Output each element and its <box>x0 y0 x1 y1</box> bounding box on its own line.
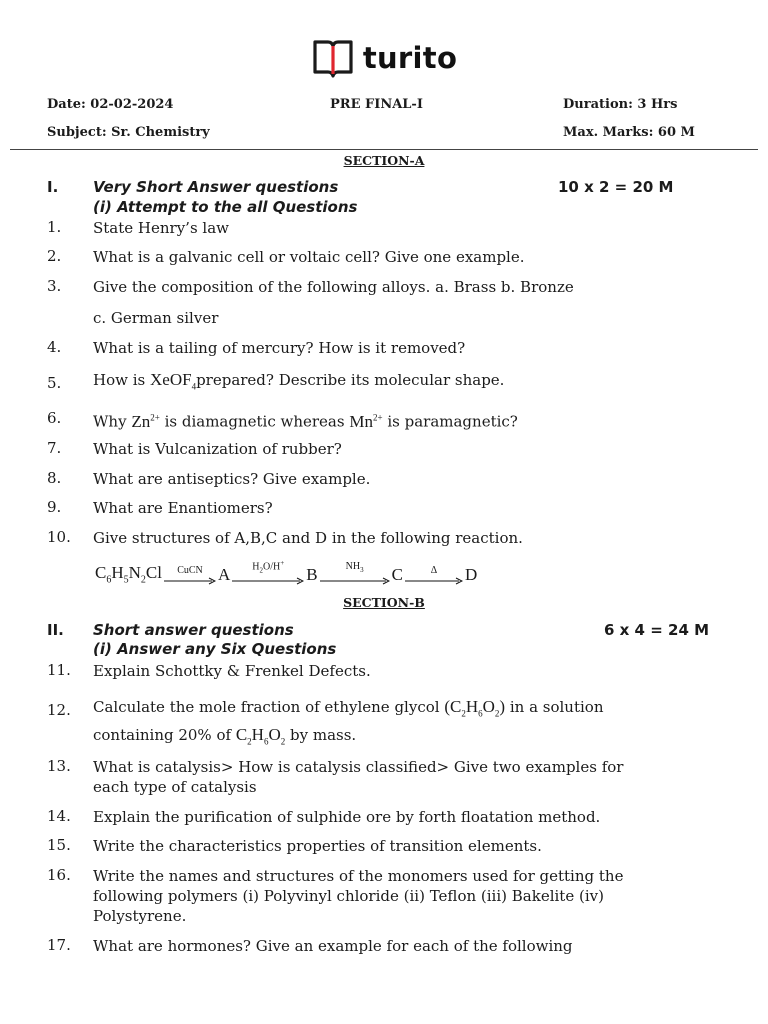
exam-subject: Subject: Sr. Chemistry <box>47 125 210 140</box>
reagent-label: CuCN <box>177 565 203 577</box>
zn2-ion-formula: $Zn^{2+}$ <box>131 411 160 431</box>
question-number: 8. <box>47 469 62 487</box>
section-b-roman: II. <box>47 621 64 639</box>
reactant-formula: $C_6H_5N_2Cl$ <box>95 562 162 586</box>
question-text: What is catalysis> How is catalysis classified> Give two examples for <box>93 758 624 776</box>
section-b-title: SECTION-B <box>343 595 425 610</box>
question-text-continued: each type of catalysis <box>93 778 257 796</box>
reaction-scheme <box>95 558 477 585</box>
question-number: 5. <box>47 374 62 392</box>
question-number: 11. <box>47 661 71 679</box>
arrow-right-icon <box>164 577 216 585</box>
reagent-label: $NH_3$ <box>345 561 364 575</box>
question-text: State Henry’s law <box>93 219 229 237</box>
question-text-continued: c. German silver <box>93 309 219 327</box>
section-a-heading: Very Short Answer questions <box>93 178 339 196</box>
question-number: 17. <box>47 936 71 954</box>
question-text: Explain Schottky & Frenkel Defects. <box>93 662 371 680</box>
reaction-arrow <box>232 558 304 585</box>
logo <box>0 38 768 82</box>
question-number: 15. <box>47 836 71 854</box>
question-text: What are Enantiomers? <box>93 499 273 517</box>
exam-duration: Duration: 3 Hrs <box>563 97 678 112</box>
question-text: What is a tailing of mercury? How is it removed? <box>93 339 466 357</box>
question-text: What is Vulcanization of rubber? <box>93 440 342 458</box>
question-number: 3. <box>47 277 62 295</box>
question-text: How is XeOF$_4$prepared? Describe its molecular shape. <box>93 370 505 392</box>
header-divider <box>10 149 758 150</box>
question-number: 7. <box>47 439 62 457</box>
section-b-heading: Short answer questions <box>93 621 294 639</box>
product-label: A <box>217 565 231 585</box>
question-text-continued: Polystyrene. <box>93 907 187 925</box>
open-book-icon <box>311 38 355 78</box>
section-a-roman: I. <box>47 178 59 196</box>
question-number: 6. <box>47 409 62 427</box>
reaction-arrow <box>320 561 390 585</box>
section-a-instruction: (i) Attempt to the all Questions <box>93 198 358 216</box>
reagent-label: $H_2O/H^+$ <box>252 559 285 575</box>
arrow-right-icon <box>405 577 463 585</box>
question-number: 2. <box>47 247 62 265</box>
question-text: What are hormones? Give an example for each of the following <box>93 937 573 955</box>
ethylene-glycol-formula: $C_2H_6O_2$ <box>235 725 286 747</box>
section-b-instruction: (i) Answer any Six Questions <box>93 640 337 658</box>
ethylene-glycol-formula: $(C_2H_6O_2)$ <box>444 697 506 719</box>
question-number: 10. <box>47 528 71 546</box>
question-text: Give the composition of the following alloys. a. Brass b. Bronze <box>93 278 574 296</box>
reaction-arrow <box>164 565 216 585</box>
question-number: 13. <box>47 757 71 775</box>
exam-name: PRE FINAL-I <box>330 97 423 112</box>
question-number: 16. <box>47 866 71 884</box>
product-label: D <box>464 565 478 585</box>
arrow-right-icon <box>320 577 390 585</box>
question-text: Give structures of A,B,C and D in the following reaction. <box>93 529 523 547</box>
exam-date: Date: 02-02-2024 <box>47 97 174 112</box>
section-a-title: SECTION-A <box>343 153 425 168</box>
question-text: Calculate the mole fraction of ethylene glycol $(C_2H_6O_2)$ in a solution <box>93 697 604 719</box>
product-label: C <box>391 565 403 585</box>
question-text-continued: containing 20% of $C_2H_6O_2$ by mass. <box>93 725 357 747</box>
arrow-right-icon <box>232 577 304 585</box>
question-text-continued: following polymers (i) Polyvinyl chloride (ii) Teflon (iii) Bakelite (iv) <box>93 887 604 905</box>
question-text: Why $Zn^{2+}$ is diamagnetic whereas $Mn^{2+}$ is paramagnetic? <box>93 411 518 431</box>
question-number: 4. <box>47 338 62 356</box>
question-number: 14. <box>47 807 71 825</box>
logo-text: turito <box>362 41 458 75</box>
question-text: What is a galvanic cell or voltaic cell? Give one example. <box>93 248 525 266</box>
section-b-marks: 6 x 4 = 24 M <box>604 621 710 639</box>
reaction-arrow <box>405 565 463 585</box>
question-text: Write the characteristics properties of transition elements. <box>93 837 542 855</box>
xeof4-formula: XeOF$_4$ <box>150 370 197 392</box>
mn2-ion-formula: $Mn^{2+}$ <box>349 411 383 431</box>
question-text: Explain the purification of sulphide ore by forth floatation method. <box>93 808 601 826</box>
question-number: 12. <box>47 701 71 719</box>
question-number: 9. <box>47 498 62 516</box>
max-marks: Max. Marks: 60 M <box>563 125 695 140</box>
product-label: B <box>306 565 318 585</box>
question-text: What are antiseptics? Give example. <box>93 470 371 488</box>
section-a-marks: 10 x 2 = 20 M <box>558 178 674 196</box>
question-text: Write the names and structures of the monomers used for getting the <box>93 867 624 885</box>
question-number: 1. <box>47 218 62 236</box>
reagent-label: Δ <box>430 565 438 577</box>
